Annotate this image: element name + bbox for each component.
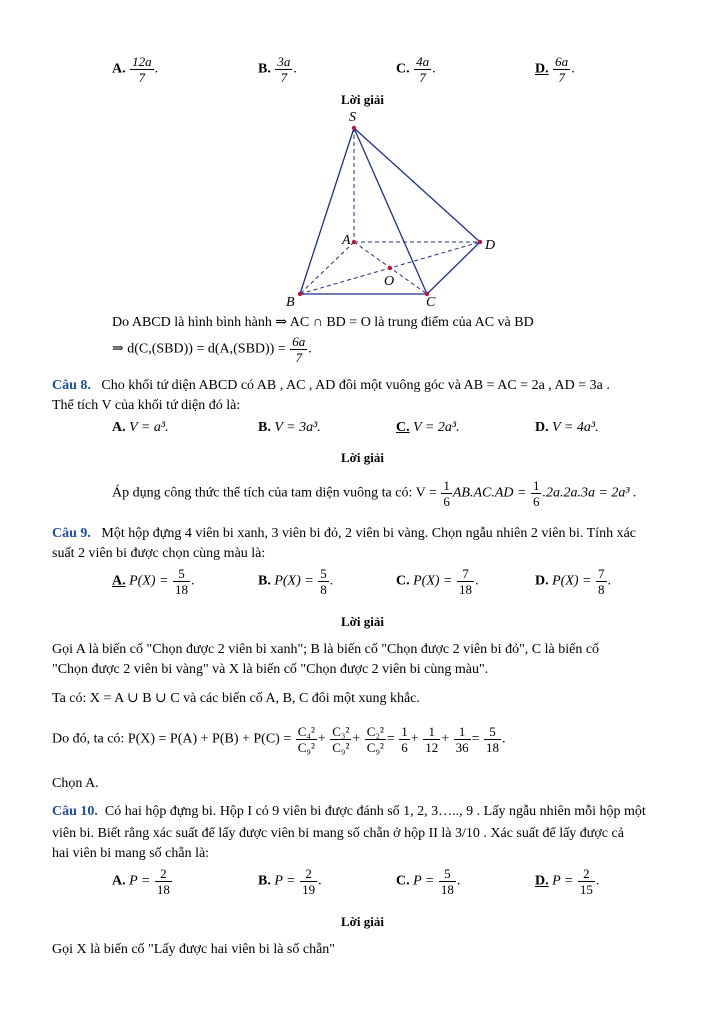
top-option-c: C. $\frac{4a}{7}$ . xyxy=(396,54,436,85)
q8-option-c: C. V = 2a³. xyxy=(396,420,460,435)
q10-sol1: Gọi X là biến cố "Lấy được hai viên bi là số chẵn" xyxy=(52,942,336,957)
q8-option-b: B. V = 3a³. xyxy=(258,420,321,435)
solution-heading-8: Lời giải xyxy=(341,450,384,465)
q9-sol5: Chọn A. xyxy=(52,776,99,791)
label-s: S xyxy=(349,110,356,125)
q10-line2: viên bi. Biết rằng xác suất để lấy được viên bi mang số chẵn ở hộp II là 3/10 . Xác suất để lấy được cả xyxy=(52,826,624,841)
label-b: B xyxy=(286,295,295,308)
sol7-line2: ⇒ d(C,(SBD)) = d(A,(SBD)) = $\frac{6a}{7}$ . xyxy=(112,334,312,365)
q10-option-c: C. P = $\frac{5}{18}$ . xyxy=(396,866,461,897)
q9-option-c: C. P(X) = $\frac{7}{18}$ . xyxy=(396,566,479,597)
label-o: O xyxy=(384,274,395,289)
q9-sol4: Do đó, ta có: P(X) = P(A) + P(B) + P(C) = $\frac{\text{C₄²}}{\text{C₉²}}$ + $\frac{\text{C₃²}}{\text{C₉²}}$ + $\frac{\text{C₂²}}{\text{C₉²}}$ = $\frac{1}{6}$ + $\frac{1}{12}$ + $\frac{1}{36}$ = $\frac{5}{18}$ . xyxy=(52,724,506,755)
q9-sol3: Ta có: X = A ∪ B ∪ C và các biến cố A, B, C đôi một xung khắc. xyxy=(52,691,420,706)
solution-heading-7: Lời giải xyxy=(341,92,384,107)
q10-line3: hai viên bi mang số chẵn là: xyxy=(52,846,210,861)
q10-option-b: B. P = $\frac{2}{19}$ . xyxy=(258,866,322,897)
q9-sol1: Gọi A là biến cố "Chọn được 2 viên bi xanh"; B là biến cố "Chọn được 2 viên bi đỏ", C là biến cố xyxy=(52,642,600,657)
q9-option-b: B. P(X) = $\frac{5}{8}$ . xyxy=(258,566,334,597)
pyramid-figure xyxy=(280,108,510,308)
solution-heading-10: Lời giải xyxy=(341,914,384,929)
sol7-line1: Do ABCD là hình bình hành ⇒ AC ∩ BD = O là trung điểm của AC và BD xyxy=(112,315,534,330)
q8-option-d: D. V = 4a³. xyxy=(535,420,599,435)
q9-option-a: A. P(X) = $\frac{5}{18}$ . xyxy=(112,566,195,597)
top-option-b: B. $\frac{3a}{7}$ . xyxy=(258,54,297,85)
top-option-a: A. $\frac{12a}{7}$ . xyxy=(112,54,159,85)
label-a: A xyxy=(342,233,351,248)
q8-solution: Áp dụng công thức thể tích của tam diện vuông ta có: V = $\frac{1}{6}$ AB.AC.AD = $\frac{1}{6}$ .2a.2a.3a = 2a³ . xyxy=(112,478,637,509)
q10-line1: Câu 10. Có hai hộp đựng bi. Hộp I có 9 viên bi được đánh số 1, 2, 3….., 9 . Lấy ngẫu nhiên mỗi hộp một xyxy=(52,804,646,819)
q9-option-d: D. P(X) = $\frac{7}{8}$ . xyxy=(535,566,611,597)
label-c: C xyxy=(426,295,436,308)
q8-line1: Câu 8. Cho khối tứ diện ABCD có AB , AC , AD đôi một vuông góc và AB = AC = 2a , AD = 3a . xyxy=(52,378,610,393)
q10-option-a: A. P = $\frac{2}{18}$ xyxy=(112,866,170,897)
solution-heading-9: Lời giải xyxy=(341,614,384,629)
label-d: D xyxy=(485,238,496,253)
q8-option-a: A. V = a³. xyxy=(112,420,169,435)
q8-line2: Thể tích V của khối tứ diện đó là: xyxy=(52,398,241,413)
q9-sol2: "Chọn được 2 viên bi vàng" và X là biến cố "Chọn được 2 viên bi cùng màu". xyxy=(52,662,489,677)
q10-option-d: D. P = $\frac{2}{15}$ . xyxy=(535,866,600,897)
top-option-d: D. $\frac{6a}{7}$ . xyxy=(535,54,575,85)
q9-line2: suất 2 viên bi được chọn cùng màu là: xyxy=(52,546,266,561)
q9-line1: Câu 9. Một hộp đựng 4 viên bi xanh, 3 viên bi đỏ, 2 viên bi vàng. Chọn ngẫu nhiên 2 viên bi. Tính xác xyxy=(52,526,637,541)
